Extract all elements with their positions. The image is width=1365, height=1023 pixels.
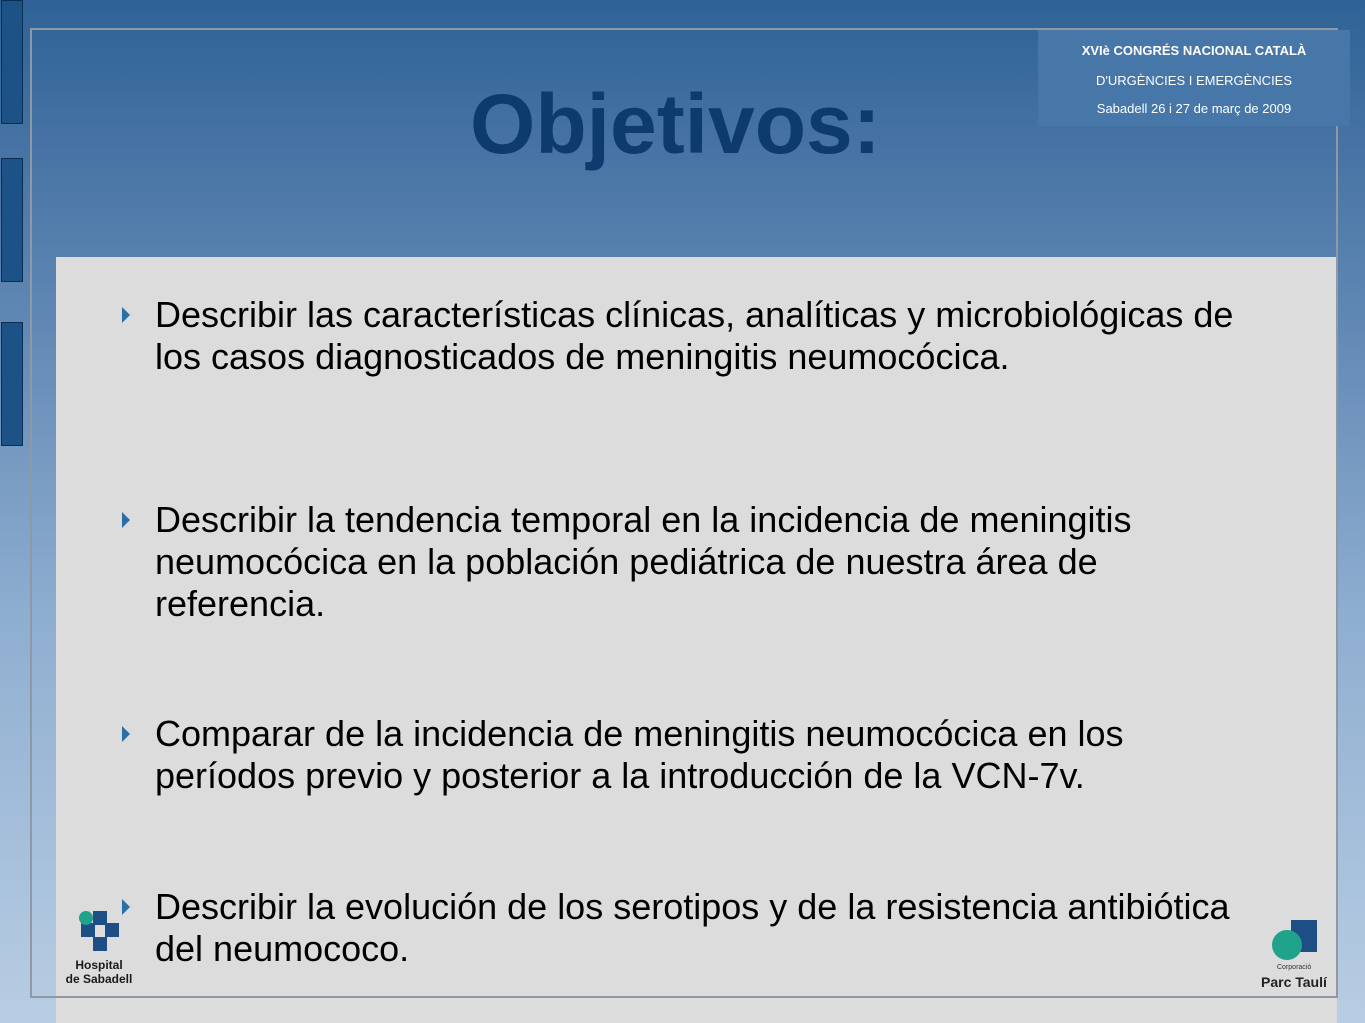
list-item bbox=[155, 499, 1255, 625]
list-item bbox=[155, 886, 1255, 970]
parc-tauli-name: Parc Taulí bbox=[1261, 974, 1327, 990]
hospital-name-line-1: Hospital bbox=[75, 958, 123, 972]
side-tab-2 bbox=[1, 158, 23, 282]
hospital-name bbox=[60, 958, 138, 986]
side-tab-3 bbox=[1, 322, 23, 446]
triangle-bullet-icon bbox=[122, 307, 130, 323]
hospital-sabadell-logo bbox=[60, 908, 140, 990]
list-item bbox=[155, 294, 1255, 378]
slide-title: Objetivos: bbox=[470, 77, 881, 171]
bullet-text: Describir la evolución de los serotipos y de la resistencia antibiótica del neumococo. bbox=[155, 886, 1230, 969]
parc-tauli-mark-icon bbox=[1255, 915, 1341, 963]
parc-tauli-logo bbox=[1255, 915, 1341, 993]
triangle-bullet-icon bbox=[122, 512, 130, 528]
congress-line-1: XVIè CONGRÉS NACIONAL CATALÀ bbox=[1081, 43, 1307, 58]
hospital-cross-icon bbox=[60, 908, 140, 958]
hospital-name-line-2: de Sabadell bbox=[65, 972, 133, 986]
congress-line-2: D'URGÈNCIES I EMERGÈNCIES bbox=[1095, 73, 1293, 88]
bullet-text: Comparar de la incidencia de meningitis neumocócica en los períodos previo y posterior a la introducción de la VCN-7v. bbox=[155, 713, 1124, 796]
congress-line-3: Sabadell 26 i 27 de març de 2009 bbox=[1096, 101, 1292, 116]
bullet-text: Describir la tendencia temporal en la incidencia de meningitis neumocócica en la población pediátrica de nuestra área de referencia. bbox=[155, 499, 1132, 624]
bullet-text: Describir las características clínicas, analíticas y microbiológicas de los casos diagnosticados de meningitis neumocócica. bbox=[155, 294, 1234, 377]
list-item bbox=[155, 713, 1255, 797]
corporacio-label: Corporació bbox=[1277, 964, 1312, 971]
congress-header bbox=[1038, 30, 1350, 126]
side-tab-1 bbox=[1, 0, 23, 124]
triangle-bullet-icon bbox=[122, 726, 130, 742]
